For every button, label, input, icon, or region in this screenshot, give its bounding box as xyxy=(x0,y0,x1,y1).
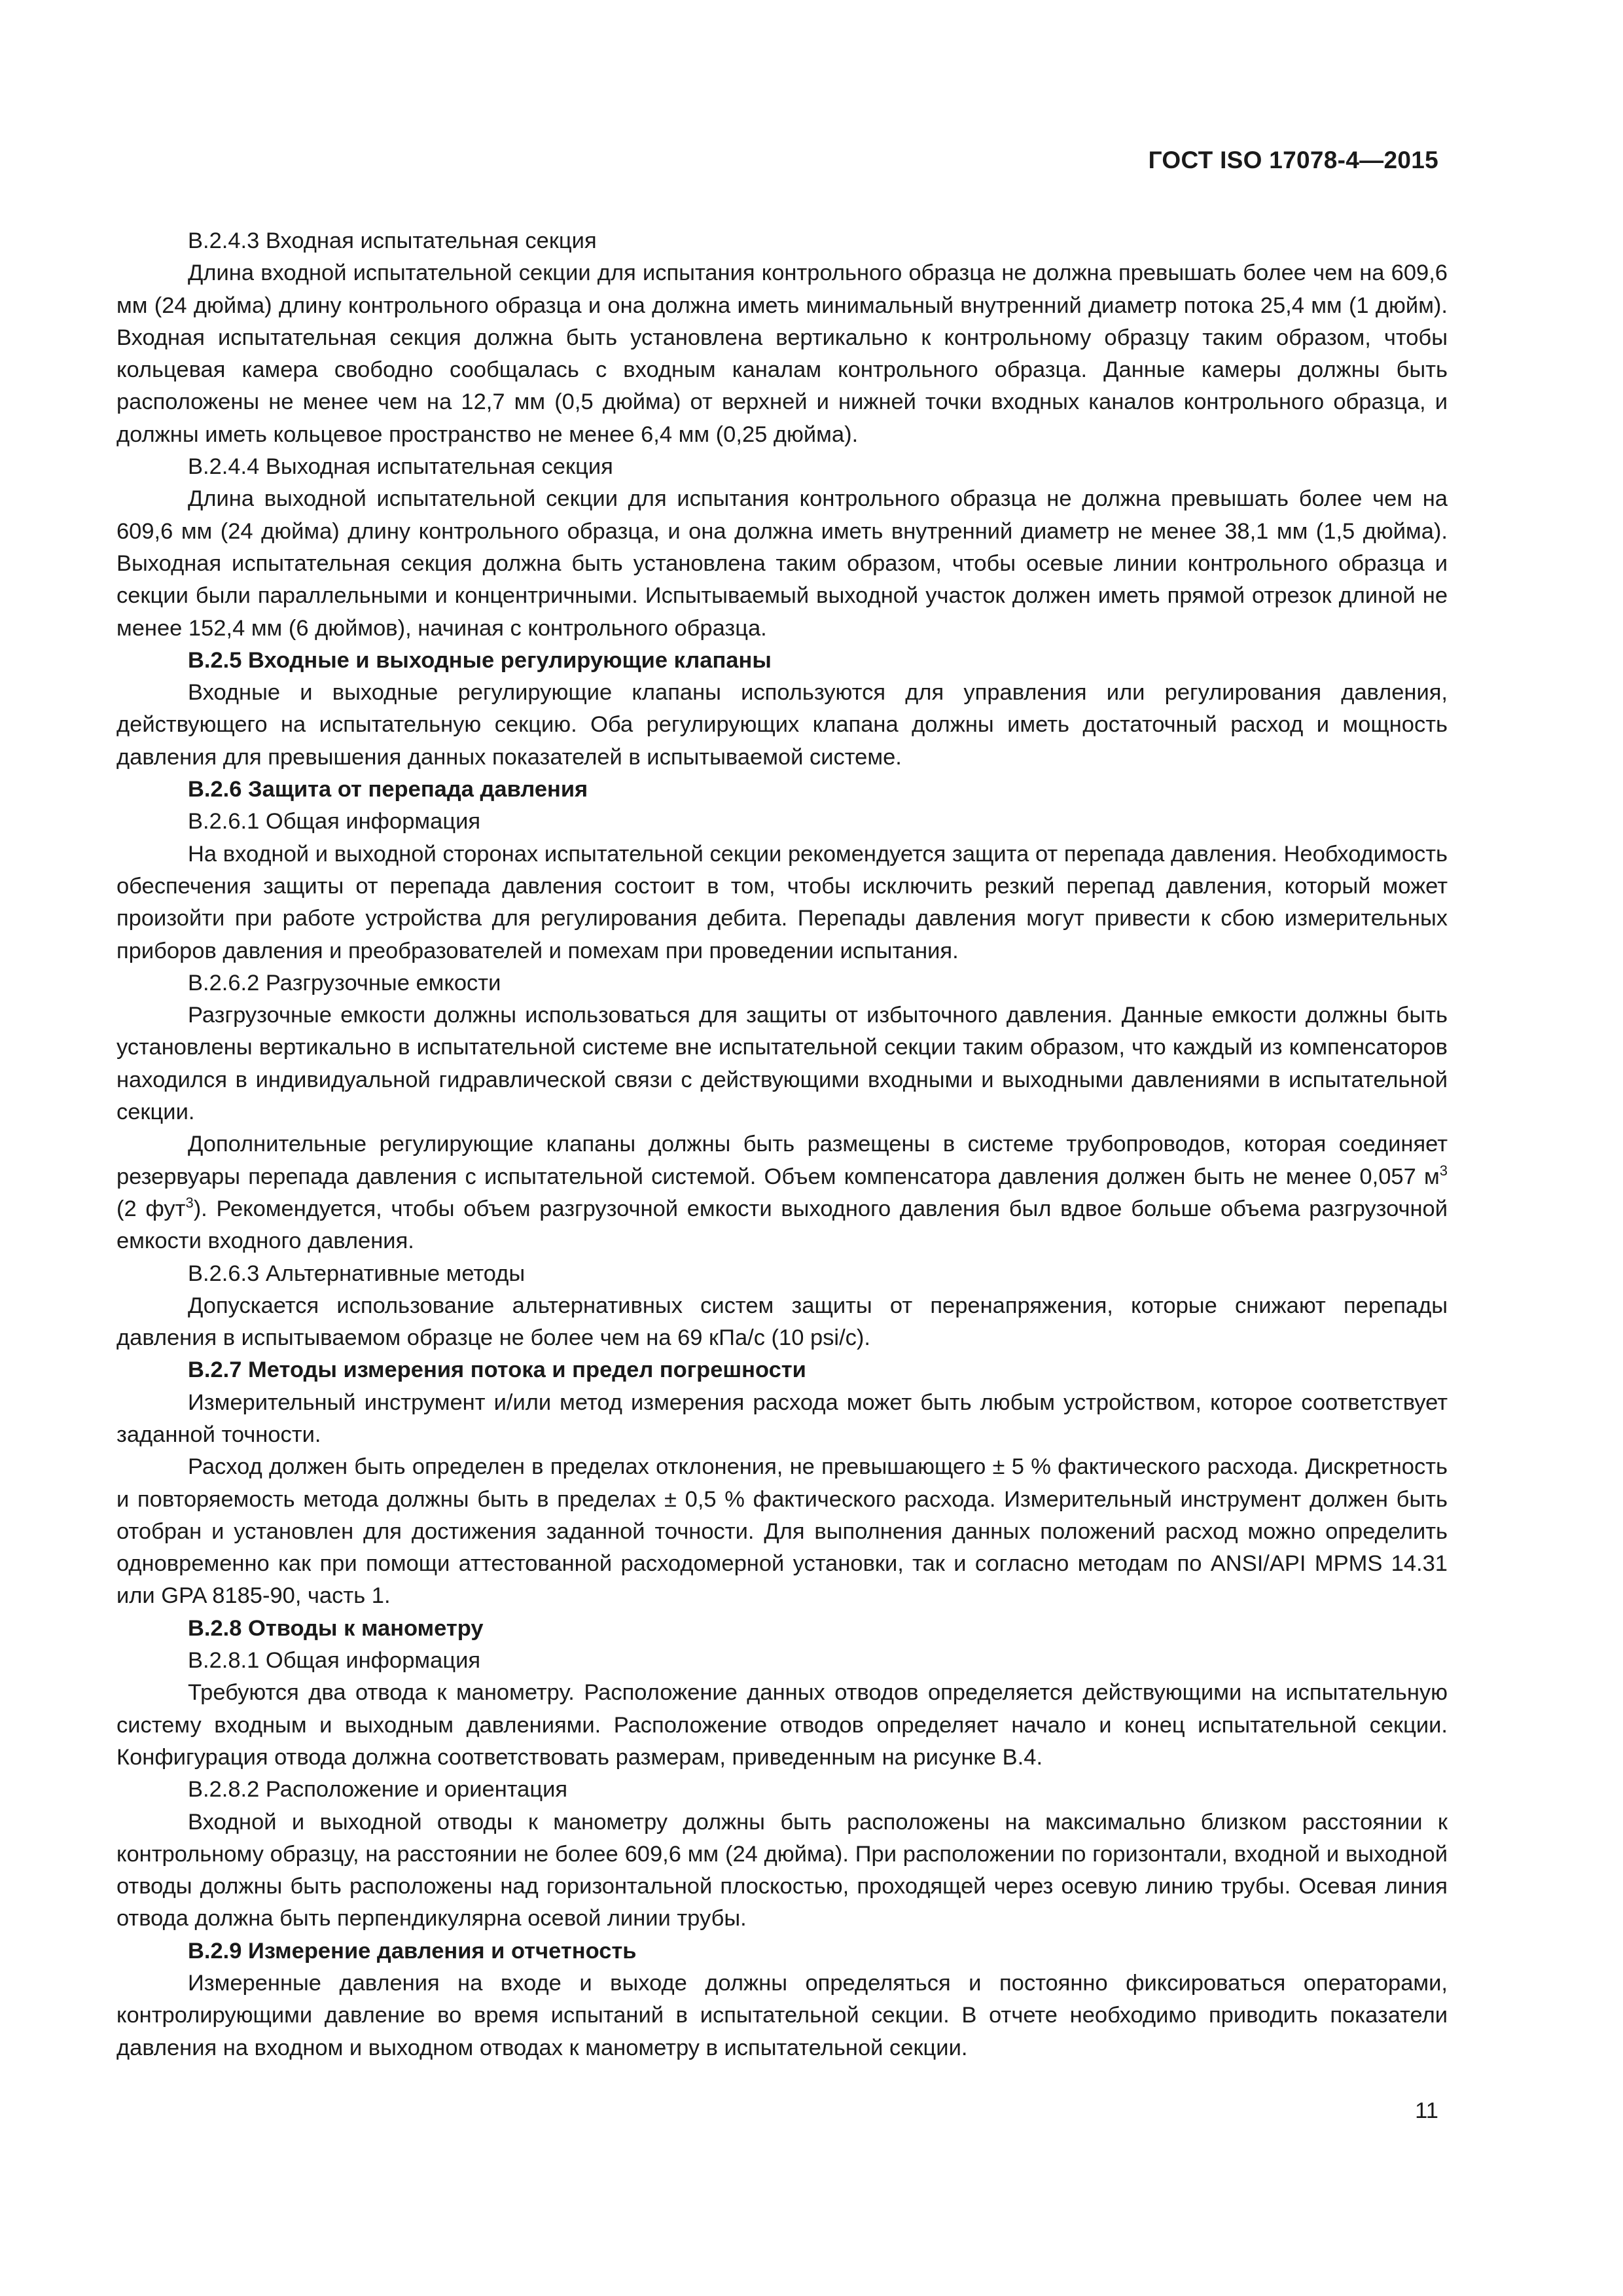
section-title-b29: В.2.9 Измерение давления и отчетность xyxy=(188,1938,637,1964)
paragraph-alternative-methods: Допускается использование альтернативных систем защиты от перенапряжения, которые снижают перепады давления в испытываемом образце не более чем на 69 кПа/с (10 psi/c). xyxy=(116,1293,1448,1351)
superscript: 3 xyxy=(1439,1162,1448,1179)
section-title-b28: В.2.8 Отводы к манометру xyxy=(188,1615,484,1641)
subsection-title-b262: В.2.6.2 Разгрузочные емкости xyxy=(188,970,501,996)
page-number: 11 xyxy=(1415,2098,1438,2123)
paragraph-additional-valves xyxy=(116,1128,1448,1257)
section-title-b25: В.2.5 Входные и выходные регулирующие клапаны xyxy=(188,647,772,673)
subsection-title-b281: В.2.8.1 Общая информация xyxy=(188,1648,481,1674)
subsection-title-b244: В.2.4.4 Выходная испытательная секция xyxy=(188,454,613,480)
paragraph-outlet-section: Длина выходной испытательной секции для испытания контрольного образца не должна превышать более чем на 609,6 мм (24 дюйма) длину контрольного образца, и она должна иметь внутренний диаметр не менее 38,1 мм (1,5 дюйма). Выходная испытательная секция должна быть установлена таким образом, чтобы осевые линии контрольного образца и секции были параллельными и концентричными. Испытываемый выходной участок должен иметь прямой отрезок длиной не менее 152,4 мм (6 дюймов), начиная с контрольного образца. xyxy=(116,486,1448,641)
text-segment: ). Рекомендуется, чтобы объем разгрузочной емкости выходного давления был вдвое больше объема разгрузочной емкости входного давления. xyxy=(116,1196,1448,1254)
subsection-title-b282: В.2.8.2 Расположение и ориентация xyxy=(188,1777,568,1803)
section-title-b27: В.2.7 Методы измерения потока и предел погрешности xyxy=(188,1357,806,1383)
text-segment: (2 фут xyxy=(116,1196,186,1221)
paragraph-relief-tanks: Разгрузочные емкости должны использоваться для защиты от избыточного давления. Данные емкости должны быть установлены вертикально в испытательной системе вне испытательной секции таким образом, что каждый из компенсаторов находился в индивидуальной гидравлической связи с действующими входными и выходными давлениями в испытательной секции. xyxy=(116,1003,1448,1125)
document-id-header: ГОСТ ISO 17078-4—2015 xyxy=(1148,147,1438,173)
subsection-title-b263: В.2.6.3 Альтернативные методы xyxy=(188,1261,526,1286)
paragraph-general-info-protection: На входной и выходной сторонах испытательной секции рекомендуется защита от перепада давления. Необходимость обеспечения защиты от перепада давления состоит в том, чтобы исключить резкий перепад давления, который может произойти при работе устройства для регулирования дебита. Перепады давления могут привести к сбою измерительных приборов давления и преобразователей и помехам при проведении испытания. xyxy=(116,841,1448,963)
superscript: 3 xyxy=(185,1194,194,1211)
paragraph-flow-tolerance: Расход должен быть определен в пределах отклонения, не превышающего ± 5 % фактического расхода. Дискретность и повторяемость метода должны быть в пределах ± 0,5 % фактического расхода. Измерительный инструмент должен быть отобран и установлен для достижения заданной точности. Для выполнения данных положений расход можно определить одновременно как при помощи аттестованной расходомерной установки, так и согласно методам по ANSI/API MPMS 14.31 или GPA 8185-90, часть 1. xyxy=(116,1454,1448,1609)
section-title-b26: В.2.6 Защита от перепада давления xyxy=(188,777,588,802)
paragraph-location-orientation: Входной и выходной отводы к манометру должны быть расположены на максимально близком расстоянии к контрольному образцу, на расстоянии не более 609,6 мм (24 дюйма). При расположении по горизонтали, входной и выходной отводы должны быть расположены над горизонтальной плоскостью, проходящей через осевую линию трубы. Осевая линия отвода должна быть перпендикулярна осевой линии трубы. xyxy=(116,1809,1448,1931)
paragraph-inlet-section: Длина входной испытательной секции для испытания контрольного образца не должна превышать более чем на 609,6 мм (24 дюйма) длину контрольного образца и она должна иметь минимальный внутренний диаметр потока 25,4 мм (1 дюйм). Входная испытательная секция должна быть установлена вертикально к контрольному образцу таким образом, чтобы кольцевая камера свободно сообщалась с входным каналам контрольного образца. Данные камеры должны быть расположены не менее чем на 12,7 мм (0,5 дюйма) от верхней и нижней точки входных каналов контрольного образца, и должны иметь кольцевое пространство не менее 6,4 мм (0,25 дюйма). xyxy=(116,260,1448,447)
paragraph-measuring-instrument: Измерительный инструмент и/или метод измерения расхода может быть любым устройством, которое соответствует заданной точности. xyxy=(116,1390,1448,1447)
subsection-title-b261: В.2.6.1 Общая информация xyxy=(188,809,481,834)
paragraph-control-valves: Входные и выходные регулирующие клапаны используются для управления или регулирования давления, действующего на испытательную секцию. Оба регулирующих клапана должны иметь достаточный расход и мощность давления для превышения данных показателей в испытываемой системе. xyxy=(116,680,1448,770)
paragraph-gauge-taps-info: Требуются два отвода к манометру. Расположение данных отводов определяется действующими на испытательную систему входным и выходным давлениями. Расположение отводов определяет начало и конец испытательной секции. Конфигурация отвода должна соответствовать размерам, приведенным на рисунке В.4. xyxy=(116,1680,1448,1770)
text-segment: Дополнительные регулирующие клапаны должны быть размещены в системе трубопроводов, которая соединяет резервуары перепада давления с испытательной системой. Объем компенсатора давления должен быть не менее 0,057 м xyxy=(116,1132,1448,1189)
paragraph-pressure-reporting: Измеренные давления на входе и выходе должны определяться и постоянно фиксироваться операторами, контролирующими давление во время испытаний в испытательной секции. В отчете необходимо приводить показатели давления на входном и выходном отводах к манометру в испытательной секции. xyxy=(116,1971,1448,2060)
subsection-title-b243: В.2.4.3 Входная испытательная секция xyxy=(188,228,597,253)
document-body xyxy=(116,225,1448,2064)
